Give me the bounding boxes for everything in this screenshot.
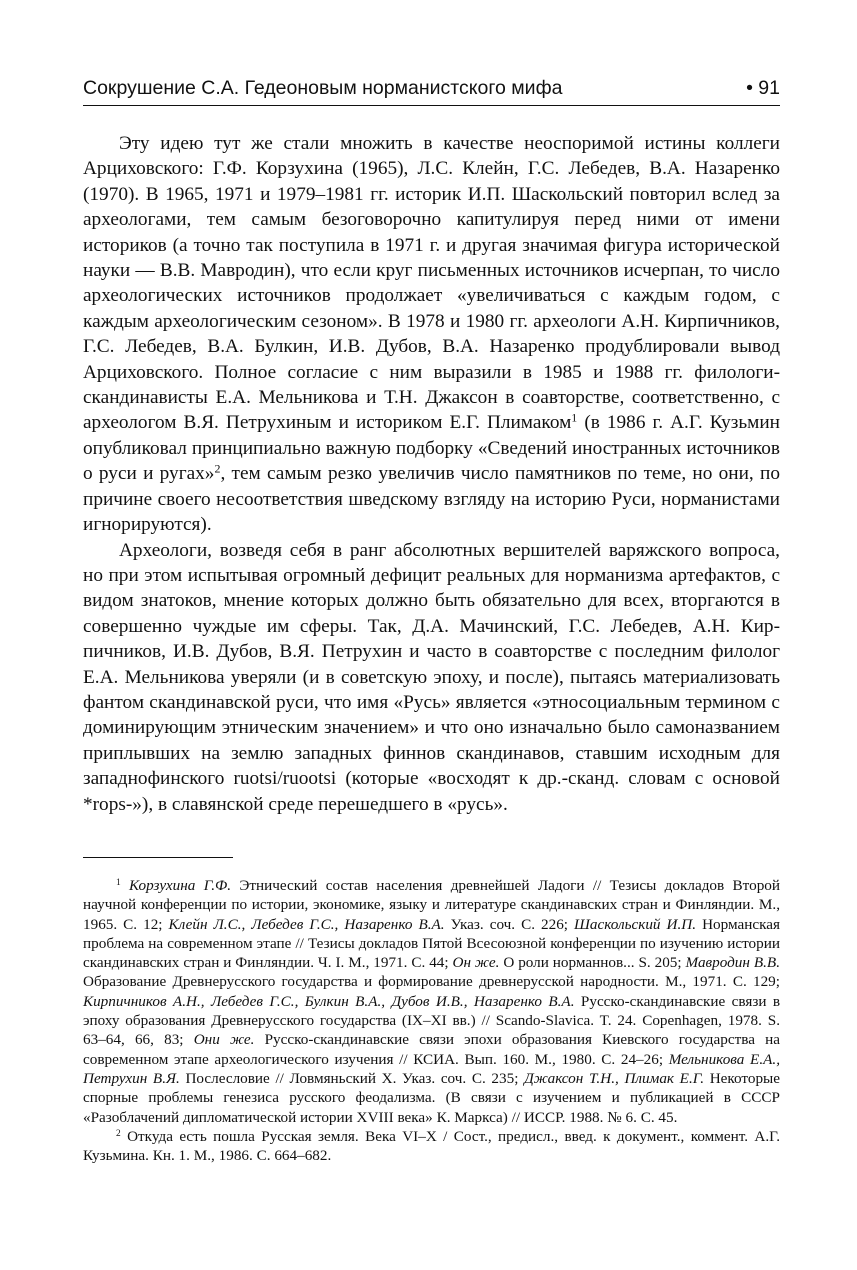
footnote-ref-1: 1 bbox=[571, 410, 578, 425]
running-title: Сокрушение С.А. Гедеоновым норманистского мифа bbox=[83, 76, 563, 99]
paragraph-2: Археологи, возведя себя в ранг абсолютных вершителей варяжского вопроса, но при этом испытывая огромный дефицит реальных для норманизма артефактов, с видом знатоков, мнение которых должно быть обязательно для всех, вторгаются в совершенно чуждые им сферы. Так, Д.А. Мачинский, Г.С. Лебедев, А.Н. Кирпичников, И.В. Дубов, В.Я. Петрухин и часто в соавторстве с последним филолог Е.А. Мельникова уверяли (и в советскую эпоху, и после), пытаясь материализовать фантом скандинавской руси, что имя «Русь» является «этносоциальным термином с доминирующим этническим значением» и что оно изначально было самоназванием приплывших на землю западных финнов скандинавов, ставшим исходным для западнофинского ruotsi/ruootsi (которые «восходят к др.-сканд. словам с основой *rops-»), в славянской среде перешедшего в «русь». bbox=[83, 539, 780, 815]
footnote-ref-2: 2 bbox=[214, 461, 221, 476]
footnotes bbox=[83, 876, 780, 1165]
page-number: • 91 bbox=[746, 76, 780, 99]
paragraph-1: Эту идею тут же стали множить в качестве неоспоримой истины коллеги Арциховского: Г.Ф. Корзухина (1965), Л.С. Клейн, Г.С. Лебедев, В.А. Назаренко (1970). В 1965, 1971 и 1979–1981 гг. историк И.П. Шаскольский повторил вслед за археологами, тем самым безоговорочно капитулируя перед ними от имени историков (а точно так поступила в 1971 г. и другая значимая фигура исторической науки — В.В. Мавродин), что если круг письменных источников исчерпан, то число археологических источников продолжает «увеличиваться с каждым годом, с каждым археологическим сезоном». В 1978 и 1980 гг. археологи А.Н. Кирпичников, Г.С. Лебедев, В.А. Булкин, И.В. Дубов, В.А. Назаренко продублировали вывод Арциховского. Полное согласие с ним выразили в 1985 и 1988 гг. филологи-скандинависты Е.А. Мельникова и Т.Н. Джаксон в соавторстве, соответственно, с археологом В.Я. Петрухиным и историком Е.Г. Плимаком$^1$ (в 1986 г. А.Г. Кузьмин опубликовал принципиально важную подборку «Сведений иностранных источников о руси и ругах»$^2$, тем самым резко увеличив число памятников по теме, но они, по причине своего несоответствия шведскому взгляду на историю Руси, норманистами игнорируются). bbox=[83, 133, 780, 536]
footnote-number: 2 bbox=[116, 1128, 121, 1139]
footnote-2: $^2$ Откуда есть пошла Русская земля. Века VI–X / Сост., предисл., введ. к документ., коммент. А.Г. Кузьмина. Кн. 1. М., 1986. С. 664–682. bbox=[83, 1127, 780, 1165]
footnote-1: $^1$ Корзухина Г.Ф. Этнический состав населения древнейшей Ладоги // Тезисы докладов Второй научной конференции по истории, экономике, языку и литературе скандинавских стран и Финляндии. М., 1965. С. 12; Клейн Л.С., Лебедев Г.С., Назаренко В.А. Указ. соч. С. 226; Шаскольский И.П. Норманская проблема на современном этапе // Тезисы докладов Пятой Всесоюзной конференции по изучению истории скандинавских стран и Финляндии. Ч. I. М., 1971. С. 44; Он же. О роли норманнов... S. 205; Мавродин В.В. Образование Древнерусского государства и формирование древнерусской народности. М., 1971. С. 129; Кирпичников А.Н., Лебедев Г.С., Булкин В.А., Дубов И.В., Назаренко В.А. Русско-скандинавские связи в эпоху образования Древнерусского государства (IX–XI вв.) // Scando-Slavica. T. 24. Copenhagen, 1978. S. 63–64, 66, 83; Они же. Русско-скандинавские связи эпохи образования Киевского государства на современном этапе археологического изучения // КСИА. Вып. 160. М., 1980. С. 24–26; Мельникова Е.А., Петрухин В.Я. Послесловие // Ловмяньский Х. Указ. соч. С. 235; Джаксон Т.Н., Плимак Е.Г. Некоторые спорные проблемы генезиса русского феодализма. (В связи с изучением и публикацией в СССР «Разоблачений дипломатической истории XVIII века» К. Маркса) // ИССР. 1988. № 6. С. 45. bbox=[83, 877, 781, 1126]
footnote-number: 1 bbox=[116, 877, 121, 888]
header-rule bbox=[83, 105, 780, 106]
main-text bbox=[83, 131, 780, 817]
footnote-separator bbox=[83, 857, 233, 858]
running-header bbox=[83, 74, 780, 102]
